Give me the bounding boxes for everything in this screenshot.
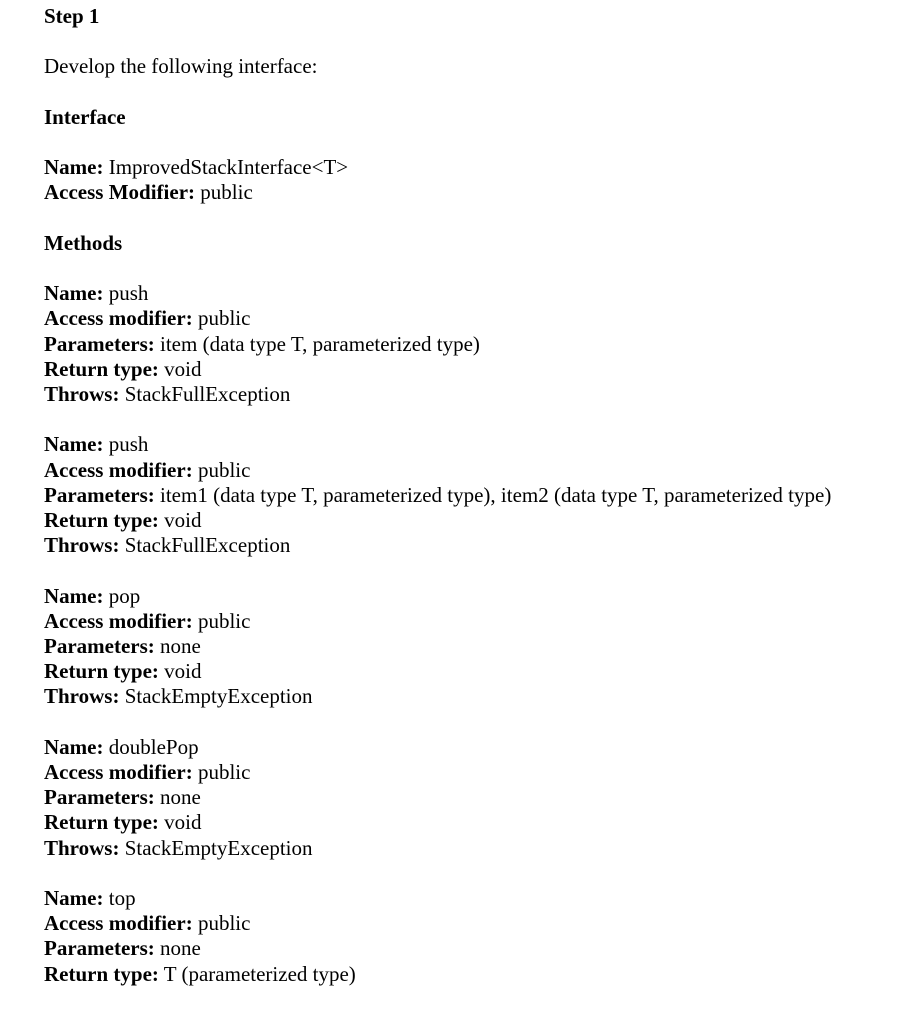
spacer xyxy=(44,558,921,583)
value: pop xyxy=(108,583,141,608)
method-access-line xyxy=(44,760,921,785)
label: Name: xyxy=(44,885,104,910)
interface-spec xyxy=(44,155,921,205)
label: Access modifier: xyxy=(44,759,193,784)
label: Name: xyxy=(44,583,104,608)
value: none xyxy=(160,633,201,658)
value: void xyxy=(164,810,202,835)
method-block-top xyxy=(44,886,921,987)
spacer xyxy=(44,710,921,735)
method-throws-line xyxy=(44,684,921,709)
spacer xyxy=(44,130,921,155)
method-params-line xyxy=(44,332,921,357)
method-access-line xyxy=(44,911,921,936)
interface-name-line xyxy=(44,155,921,180)
method-block-pop xyxy=(44,584,921,710)
method-name-line xyxy=(44,886,921,911)
label: Name: xyxy=(44,281,104,306)
method-throws-line xyxy=(44,382,921,407)
value: none xyxy=(160,785,201,810)
step-heading: Step 1 xyxy=(44,4,100,28)
method-access-line xyxy=(44,458,921,483)
method-return-line xyxy=(44,810,921,835)
label: Access modifier: xyxy=(44,608,193,633)
value: StackFullException xyxy=(124,381,291,406)
value: public xyxy=(197,759,251,784)
value: T (parameterized type) xyxy=(163,961,356,986)
value: void xyxy=(164,659,202,684)
method-return-line xyxy=(44,508,921,533)
method-name-line xyxy=(44,735,921,760)
method-throws-line xyxy=(44,533,921,558)
spacer xyxy=(44,861,921,886)
label: Return type: xyxy=(44,507,159,532)
method-throws-line xyxy=(44,836,921,861)
method-params-line xyxy=(44,785,921,810)
spacer xyxy=(44,80,921,105)
value: public xyxy=(197,306,251,331)
value: ImprovedStackInterface<T> xyxy=(108,155,349,180)
value: public xyxy=(197,608,251,633)
spacer xyxy=(44,407,921,432)
value: void xyxy=(164,356,202,381)
label: Return type: xyxy=(44,810,159,835)
value: public xyxy=(197,911,251,936)
value: doublePop xyxy=(108,734,199,759)
method-params-line xyxy=(44,634,921,659)
label: Return type: xyxy=(44,659,159,684)
spacer xyxy=(44,256,921,281)
method-access-line xyxy=(44,306,921,331)
method-return-line xyxy=(44,962,921,987)
methods-heading: Methods xyxy=(44,230,123,255)
value: StackEmptyException xyxy=(124,684,313,709)
label: Parameters: xyxy=(44,482,155,507)
interface-heading: Interface xyxy=(44,104,126,129)
interface-access-line xyxy=(44,180,921,205)
value: push xyxy=(108,281,149,306)
label: Throws: xyxy=(44,381,120,406)
label: Parameters: xyxy=(44,331,155,356)
label: Access Modifier: xyxy=(44,180,196,205)
label: Parameters: xyxy=(44,936,155,961)
label: Name: xyxy=(44,155,104,180)
value: void xyxy=(164,507,202,532)
label: Parameters: xyxy=(44,785,155,810)
method-return-line xyxy=(44,357,921,382)
label: Throws: xyxy=(44,533,120,558)
label: Return type: xyxy=(44,961,159,986)
method-params-line xyxy=(44,936,921,961)
method-name-line xyxy=(44,281,921,306)
intro-text: Develop the following interface: xyxy=(44,54,318,79)
value: none xyxy=(160,936,201,961)
value: item1 (data type T, parameterized type), item2 (data type T, parameterized type) xyxy=(160,482,832,507)
label: Access modifier: xyxy=(44,457,193,482)
value: public xyxy=(200,180,253,205)
method-name-line xyxy=(44,432,921,457)
value: StackFullException xyxy=(124,533,291,558)
value: top xyxy=(108,885,136,910)
value: StackEmptyException xyxy=(124,835,313,860)
method-access-line xyxy=(44,609,921,634)
label: Access modifier: xyxy=(44,911,193,936)
method-block-doublepop xyxy=(44,735,921,861)
label: Name: xyxy=(44,734,104,759)
label: Name: xyxy=(44,432,104,457)
document-page xyxy=(44,4,921,987)
value: item (data type T, parameterized type) xyxy=(160,331,480,356)
method-block-push-two xyxy=(44,432,921,558)
label: Parameters: xyxy=(44,633,155,658)
label: Return type: xyxy=(44,356,159,381)
value: public xyxy=(197,457,251,482)
spacer xyxy=(44,29,921,54)
value: push xyxy=(108,432,149,457)
method-return-line xyxy=(44,659,921,684)
label: Access modifier: xyxy=(44,306,193,331)
label: Throws: xyxy=(44,835,120,860)
label: Throws: xyxy=(44,684,120,709)
method-block-push xyxy=(44,281,921,407)
spacer xyxy=(44,206,921,231)
method-name-line xyxy=(44,584,921,609)
method-params-line xyxy=(44,483,921,508)
